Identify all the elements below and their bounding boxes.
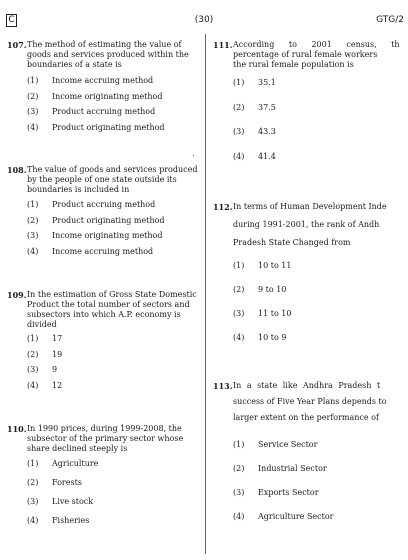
option-4[interactable] — [233, 512, 405, 536]
option-number: (1) — [27, 459, 39, 468]
option-1[interactable] — [27, 76, 200, 92]
option-1[interactable] — [27, 200, 200, 216]
question-number: 111. — [213, 40, 233, 50]
question-number: 110. — [7, 424, 27, 434]
column-divider — [205, 34, 206, 554]
option-number: (4) — [233, 333, 245, 342]
option-text: 10 to 9 — [258, 333, 287, 342]
option-text: Product originating method — [52, 122, 165, 132]
booklet-code-box: C — [6, 14, 17, 27]
option-number: (1) — [233, 440, 245, 449]
option-4[interactable] — [27, 516, 200, 535]
option-number: (2) — [27, 91, 39, 101]
option-4[interactable] — [27, 247, 200, 263]
option-number: (1) — [27, 76, 39, 85]
stem-line: Pradesh State Changed from — [233, 238, 351, 247]
option-3[interactable] — [27, 107, 200, 123]
option-3[interactable] — [233, 488, 405, 512]
option-3[interactable] — [27, 497, 200, 516]
option-text: 41.4 — [258, 151, 276, 161]
page-header — [0, 14, 408, 30]
option-text: Agriculture Sector — [258, 512, 334, 521]
option-2[interactable] — [27, 92, 200, 108]
option-text: Exports Sector — [258, 488, 319, 497]
option-number: (1) — [233, 78, 245, 87]
option-2[interactable] — [233, 103, 405, 128]
stem-line: success of Five Year Plans depends to — [233, 397, 387, 406]
option-number: (4) — [233, 512, 245, 521]
option-number: (4) — [27, 516, 39, 525]
option-number: (1) — [233, 261, 245, 270]
question-stem — [233, 40, 405, 70]
option-4[interactable] — [27, 381, 200, 397]
question-number: 113. — [213, 381, 233, 391]
question-stem: In the estimation of Gross State Domestic Product the total number of sectors and subsectors into which A.P. economy is divided — [27, 290, 197, 329]
question-number: 107. — [7, 40, 27, 50]
option-number: (1) — [27, 200, 39, 209]
question-stem: In 1990 prices, during 1999-2008, the subsector of the primary sector whose share declined steeply is — [27, 424, 184, 453]
question-113 — [213, 378, 405, 536]
option-text: Income accruing method — [52, 76, 154, 85]
option-text: 9 to 10 — [258, 285, 287, 294]
option-list — [233, 261, 405, 357]
set-code: GTG/2 — [376, 15, 404, 25]
option-3[interactable] — [27, 365, 200, 381]
option-number: (4) — [27, 380, 39, 390]
option-text: Agriculture — [52, 459, 99, 468]
option-number: (3) — [27, 231, 39, 240]
option-number: (3) — [27, 497, 39, 506]
option-text: 10 to 11 — [258, 261, 292, 270]
option-number: (3) — [27, 365, 39, 374]
option-number: (3) — [233, 127, 245, 136]
option-number: (2) — [233, 102, 245, 112]
option-number: (2) — [233, 285, 245, 294]
option-text: Service Sector — [258, 440, 318, 449]
option-number: (4) — [233, 151, 245, 161]
stem-line: larger extent on the performance of — [233, 413, 379, 422]
option-number: (2) — [27, 215, 39, 225]
question-108 — [7, 165, 200, 262]
question-111 — [213, 40, 405, 176]
option-text: 19 — [52, 349, 63, 359]
page-number: (30) — [194, 15, 214, 25]
option-2[interactable] — [27, 216, 200, 232]
option-number: (3) — [233, 488, 245, 497]
stem-line: According to 2001 census, th — [233, 40, 400, 49]
option-list — [233, 440, 405, 536]
option-3[interactable] — [27, 231, 200, 247]
option-2[interactable] — [27, 350, 200, 366]
option-1[interactable] — [233, 440, 405, 464]
option-number: (3) — [27, 107, 39, 116]
option-3[interactable] — [233, 127, 405, 152]
question-stem — [233, 198, 405, 252]
option-number: (2) — [27, 478, 39, 487]
print-speck — [193, 155, 194, 156]
option-text: 43.3 — [258, 127, 276, 136]
option-4[interactable] — [233, 152, 405, 177]
option-4[interactable] — [233, 333, 405, 357]
option-text: 35.1 — [258, 78, 276, 87]
option-text: Income originating method — [52, 91, 163, 101]
option-number: (2) — [233, 464, 245, 473]
question-112 — [213, 198, 405, 357]
option-3[interactable] — [233, 309, 405, 333]
option-number: (1) — [27, 334, 39, 343]
option-text: Product accruing method — [52, 200, 156, 209]
stem-line: In terms of Human Development Inde — [233, 202, 387, 211]
option-list — [27, 334, 200, 396]
option-text: 11 to 10 — [258, 309, 292, 318]
option-text: 17 — [52, 334, 63, 343]
option-text: Forests — [52, 478, 82, 487]
option-text: Fisheries — [52, 516, 90, 525]
option-number: (4) — [27, 246, 39, 256]
question-number: 109. — [7, 290, 27, 300]
question-stem: The value of goods and services produced by the people of one state outside its boundaries is included in — [27, 165, 198, 194]
question-stem: The method of estimating the value of goods and services produced within the boundaries of a state is — [27, 40, 189, 69]
stem-line: percentage of rural female workers — [233, 50, 378, 59]
question-107 — [7, 40, 200, 138]
option-list — [233, 78, 405, 176]
option-1[interactable] — [233, 78, 405, 103]
option-1[interactable] — [27, 459, 200, 478]
option-number: (3) — [233, 309, 245, 318]
option-list — [27, 459, 200, 535]
option-2[interactable] — [233, 464, 405, 488]
stem-line: the rural female population is — [233, 60, 354, 69]
option-1[interactable] — [27, 334, 200, 350]
option-text: 37.5 — [258, 102, 276, 112]
option-text: Income accruing method — [52, 246, 154, 256]
option-text: Product originating method — [52, 215, 165, 225]
option-number: (2) — [27, 349, 39, 359]
option-4[interactable] — [27, 123, 200, 139]
option-text: 9 — [52, 365, 58, 374]
option-list — [27, 200, 200, 262]
option-text: Product accruing method — [52, 107, 156, 116]
stem-line: In a state like Andhra Pradesh t — [233, 381, 381, 390]
option-text: Income originating method — [52, 231, 163, 240]
question-stem — [233, 378, 405, 426]
option-list — [27, 76, 200, 138]
option-number: (4) — [27, 122, 39, 132]
option-2[interactable] — [233, 285, 405, 309]
question-number: 112. — [213, 202, 233, 212]
question-number: 108. — [7, 165, 27, 175]
option-1[interactable] — [233, 261, 405, 285]
question-110 — [7, 424, 200, 535]
option-2[interactable] — [27, 478, 200, 497]
option-text: 12 — [52, 380, 63, 390]
option-text: Industrial Sector — [258, 464, 327, 473]
question-109 — [7, 290, 200, 396]
option-text: Live stock — [52, 497, 94, 506]
stem-line: during 1991-2001, the rank of Andh — [233, 220, 380, 229]
